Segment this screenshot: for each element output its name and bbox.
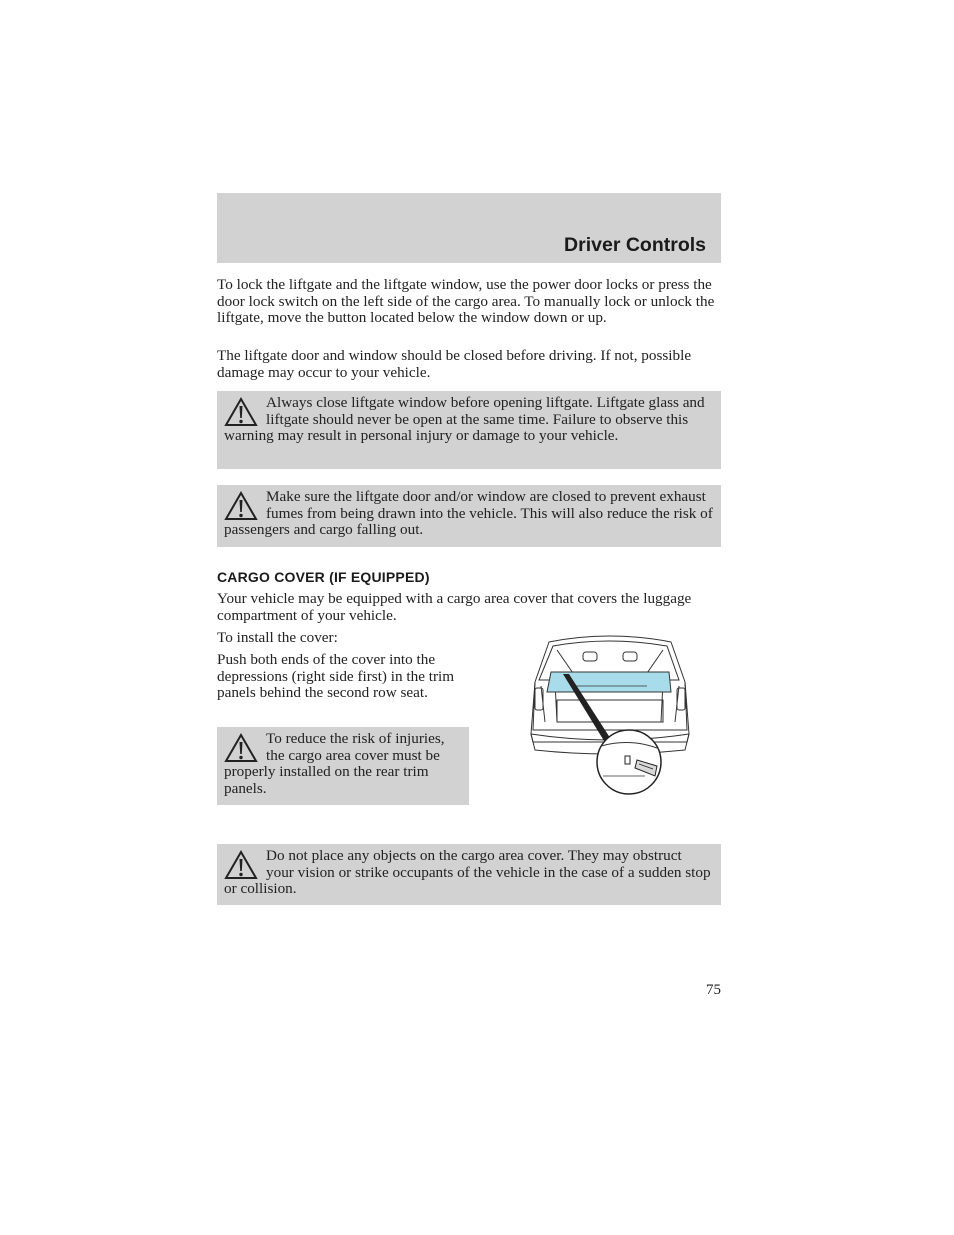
warning-text: Make sure the liftgate door and/or window are closed to prevent exhaust fumes from being drawn into the vehicle. This will also reduce the risk of passengers and cargo falling out. [224, 488, 713, 538]
warning-box-cargo-cover-objects [217, 844, 721, 905]
page-number: 75 [706, 982, 721, 998]
section-header-bar [217, 193, 721, 263]
warning-triangle-icon [224, 491, 258, 521]
warning-triangle-icon [224, 397, 258, 427]
liftgate-closed-paragraph: The liftgate door and window should be closed before driving. If not, possible damage may occur to your vehicle. [217, 347, 692, 381]
cargo-cover-illustration [527, 630, 692, 796]
warning-triangle-icon [224, 733, 258, 763]
warning-box-liftgate-window [217, 391, 721, 469]
install-label: To install the cover: [217, 629, 338, 646]
liftgate-lock-paragraph: To lock the liftgate and the liftgate window, use the power door locks or press the door lock switch on the left side of the cargo area. To manually lock or unlock the liftgate, move the button located below the window down or up. [217, 276, 715, 326]
warning-text: Always close liftgate window before opening liftgate. Liftgate glass and liftgate should never be open at the same time. Failure to observe this warning may result in personal injury or damage to your vehicle. [224, 394, 705, 444]
cargo-cover-heading: CARGO COVER (IF EQUIPPED) [217, 569, 430, 585]
warning-box-exhaust [217, 485, 721, 547]
section-title-driver-controls: Driver Controls [564, 234, 706, 256]
warning-box-cargo-cover-install [217, 727, 469, 805]
cargo-cover-intro: Your vehicle may be equipped with a cargo area cover that covers the luggage compartment of your vehicle. [217, 590, 692, 624]
warning-text: To reduce the risk of injuries, the cargo area cover must be properly installed on the rear trim panels. [224, 730, 445, 797]
warning-text: Do not place any objects on the cargo area cover. They may obstruct your vision or strike occupants of the vehicle in the case of a sudden stop or collision. [224, 847, 711, 897]
warning-triangle-icon [224, 850, 258, 880]
install-instructions: Push both ends of the cover into the depressions (right side first) in the trim panels behind the second row seat. [217, 651, 455, 701]
